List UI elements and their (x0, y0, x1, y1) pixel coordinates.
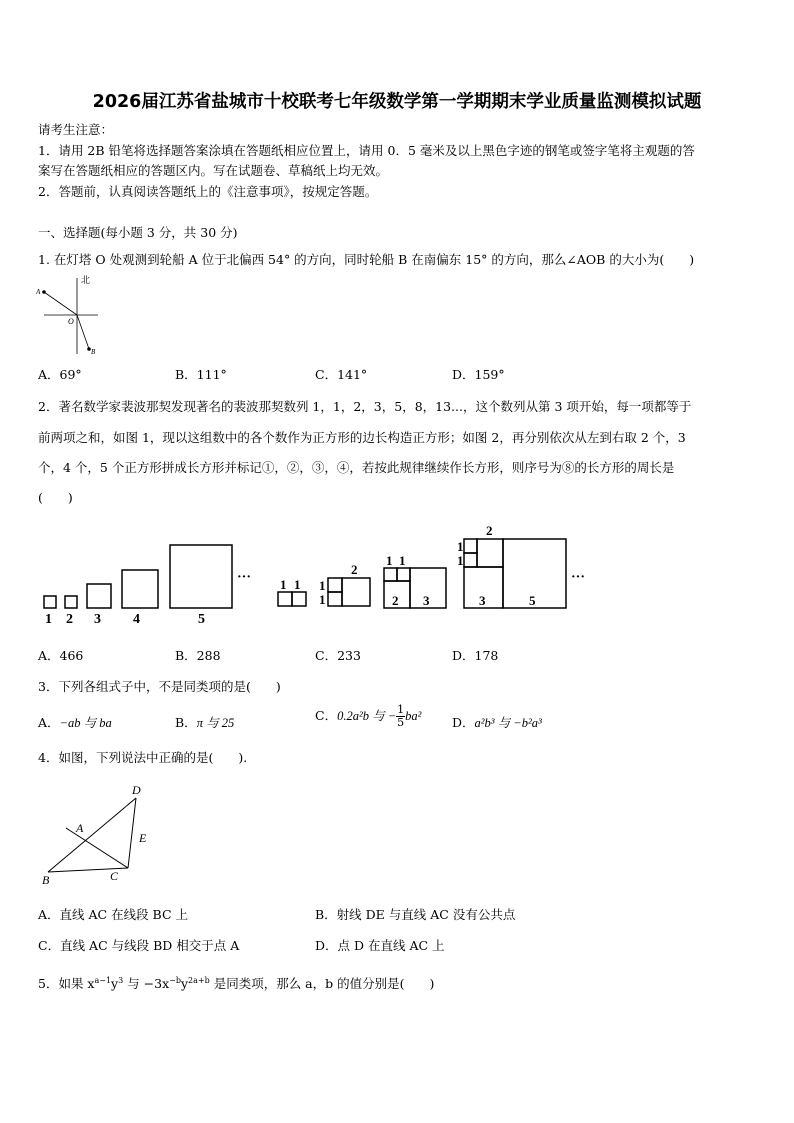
fig1-label-1: 1 (45, 612, 52, 627)
rect2-label-a: 1 (319, 578, 326, 593)
q1-option-c[interactable]: C．141° (315, 367, 368, 382)
label-a: A (76, 821, 84, 835)
q3-option-d[interactable] (452, 713, 542, 731)
q3-option-a-label: A． (38, 715, 60, 730)
rect1-label-a: 1 (280, 577, 287, 592)
q3-option-b[interactable] (175, 713, 234, 731)
rect4-label-c: 2 (486, 523, 493, 538)
rect2-label-b: 1 (319, 592, 326, 607)
rect4-label-e: 5 (529, 593, 536, 608)
q1-option-a[interactable]: A．69° (38, 367, 82, 382)
label-e: E (139, 831, 147, 845)
rect2-label-c: 2 (351, 562, 358, 577)
label-b: B (91, 348, 96, 356)
q4-stem: 4．如图，下列说法中正确的是( ). (38, 750, 248, 765)
square-3 (122, 570, 158, 608)
q3-option-a[interactable] (38, 713, 112, 731)
ray-ob (77, 315, 89, 349)
q1-option-b[interactable]: B．111° (175, 367, 227, 382)
label-o: O (68, 317, 74, 326)
q2-option-d[interactable]: D．178 (452, 648, 499, 663)
q3-option-c-left: 0.2a²b 与 − (337, 709, 397, 723)
rect4-label-a: 1 (457, 539, 464, 554)
rect3-label-c: 2 (392, 593, 399, 608)
fig1-label-4: 4 (133, 612, 140, 627)
q3-option-c-fraction: $\frac{1}{5}$ (397, 703, 405, 729)
north-label: 北 (81, 275, 91, 285)
label-d: D (132, 783, 141, 797)
q4-geometry-figure (38, 780, 158, 890)
fig1-ellipsis: ··· (237, 570, 252, 585)
fig1-label-2: 2 (66, 612, 73, 627)
q2-line-1: 2．著名数学家裴波那契发现著名的裴波那契数列 1，1，2，3，5，8，13...，这个数列从第 3 项开始，每一项都等于 (38, 399, 692, 414)
segment-bd (48, 798, 136, 872)
q3-option-a-expr: −ab 与 ba (59, 716, 112, 730)
q4-option-a[interactable]: A．直线 AC 在线段 BC 上 (38, 907, 188, 922)
square-1b (65, 596, 77, 608)
rect1-label-b: 1 (294, 577, 301, 592)
q3-option-c-label: C． (315, 708, 338, 723)
q2-line-3: 个，4 个，5 个正方形拼成长方形并标记①，②，③，④，若按此规律继续作长方形，则序号为⑧的长方形的周长是 (38, 460, 675, 475)
fig1-squares (44, 545, 232, 608)
page-title: 2026届江苏省盐城市十校联考七年级数学第一学期期末学业质量监测模拟试题 (92, 92, 702, 112)
q3-option-b-label: B． (175, 715, 197, 730)
rect3-label-d: 3 (423, 593, 430, 608)
rect3-label-b: 1 (399, 553, 406, 568)
square-2 (87, 584, 111, 608)
q2-option-a[interactable]: A．466 (38, 648, 84, 663)
point-a (42, 290, 46, 294)
notice-line-1b: 案写在答题纸相应的答题区内。写在试题卷、草稿纸上均无效。 (38, 163, 389, 178)
q1-stem: 1. 在灯塔 O 处观测到轮船 A 位于北偏西 54° 的方向，同时轮船 B 在南偏东 15° 的方向，那么∠AOB 的大小为( ) (38, 252, 695, 267)
fig1-label-3: 3 (94, 612, 101, 627)
fig1-label-5: 5 (198, 612, 205, 627)
square-5 (170, 545, 232, 608)
label-c: C (110, 869, 119, 883)
fig2-ellipsis: ··· (571, 570, 586, 585)
rect4-label-b: 1 (457, 553, 464, 568)
notice-line-1a: 1．请用 2B 铅笔将选择题答案涂填在答题纸相应位置上，请用 0．5 毫米及以上黑色字迹的钢笔或签字笔将主观题的答 (38, 143, 695, 158)
rect3-label-a: 1 (386, 553, 393, 568)
q3-option-d-expr: a²b³ 与 −b²a³ (474, 716, 542, 730)
q3-stem: 3．下列各组式子中，不是同类项的是( ) (38, 679, 281, 694)
q2-line-4: ( ) (38, 490, 73, 505)
ray-de (128, 798, 136, 868)
q1-option-d[interactable]: D．159° (452, 367, 505, 382)
ray-oa (44, 292, 77, 315)
notice-heading: 请考生注意： (38, 122, 114, 137)
q2-line-2: 前两项之和，如图 1，现以这组数中的各个数作为正方形的边长构造正方形；如图 2，再分别依次从左到右取 2 个，3 (38, 430, 686, 445)
notice-line-2: 2．答题前，认真阅读答题纸上的《注意事项》，按规定答题。 (38, 184, 378, 199)
square-1 (44, 596, 56, 608)
q4-option-c[interactable]: C．直线 AC 与线段 BD 相交于点 A (38, 938, 240, 953)
q3-option-c-right: ba² (405, 709, 422, 723)
q2-option-b[interactable]: B．288 (175, 648, 221, 663)
q4-option-b[interactable]: B．射线 DE 与直线 AC 没有公共点 (315, 907, 516, 922)
q4-option-d[interactable]: D．点 D 在直线 AC 上 (315, 938, 445, 953)
label-b: B (42, 873, 50, 887)
section-heading: 一、选择题(每小题 3 分，共 30 分) (38, 225, 238, 240)
q3-option-b-expr: π 与 25 (196, 716, 235, 730)
q5-stem: 5．如果 $x^{a-1}y^3$ 与 $-3x^{-b}y^{2a+b}$ 是同类项，那么 a，b 的值分别是( ) (38, 975, 435, 991)
q1-compass-figure (34, 272, 104, 358)
q3-option-c[interactable] (315, 704, 421, 729)
rect-2 (328, 578, 370, 606)
q3-option-d-label: D． (452, 715, 475, 730)
rect-1 (278, 592, 306, 606)
label-a: A (36, 288, 41, 296)
q2-option-c[interactable]: C．233 (315, 648, 361, 663)
rect4-label-d: 3 (479, 593, 486, 608)
q2-fibonacci-figures (36, 518, 596, 630)
